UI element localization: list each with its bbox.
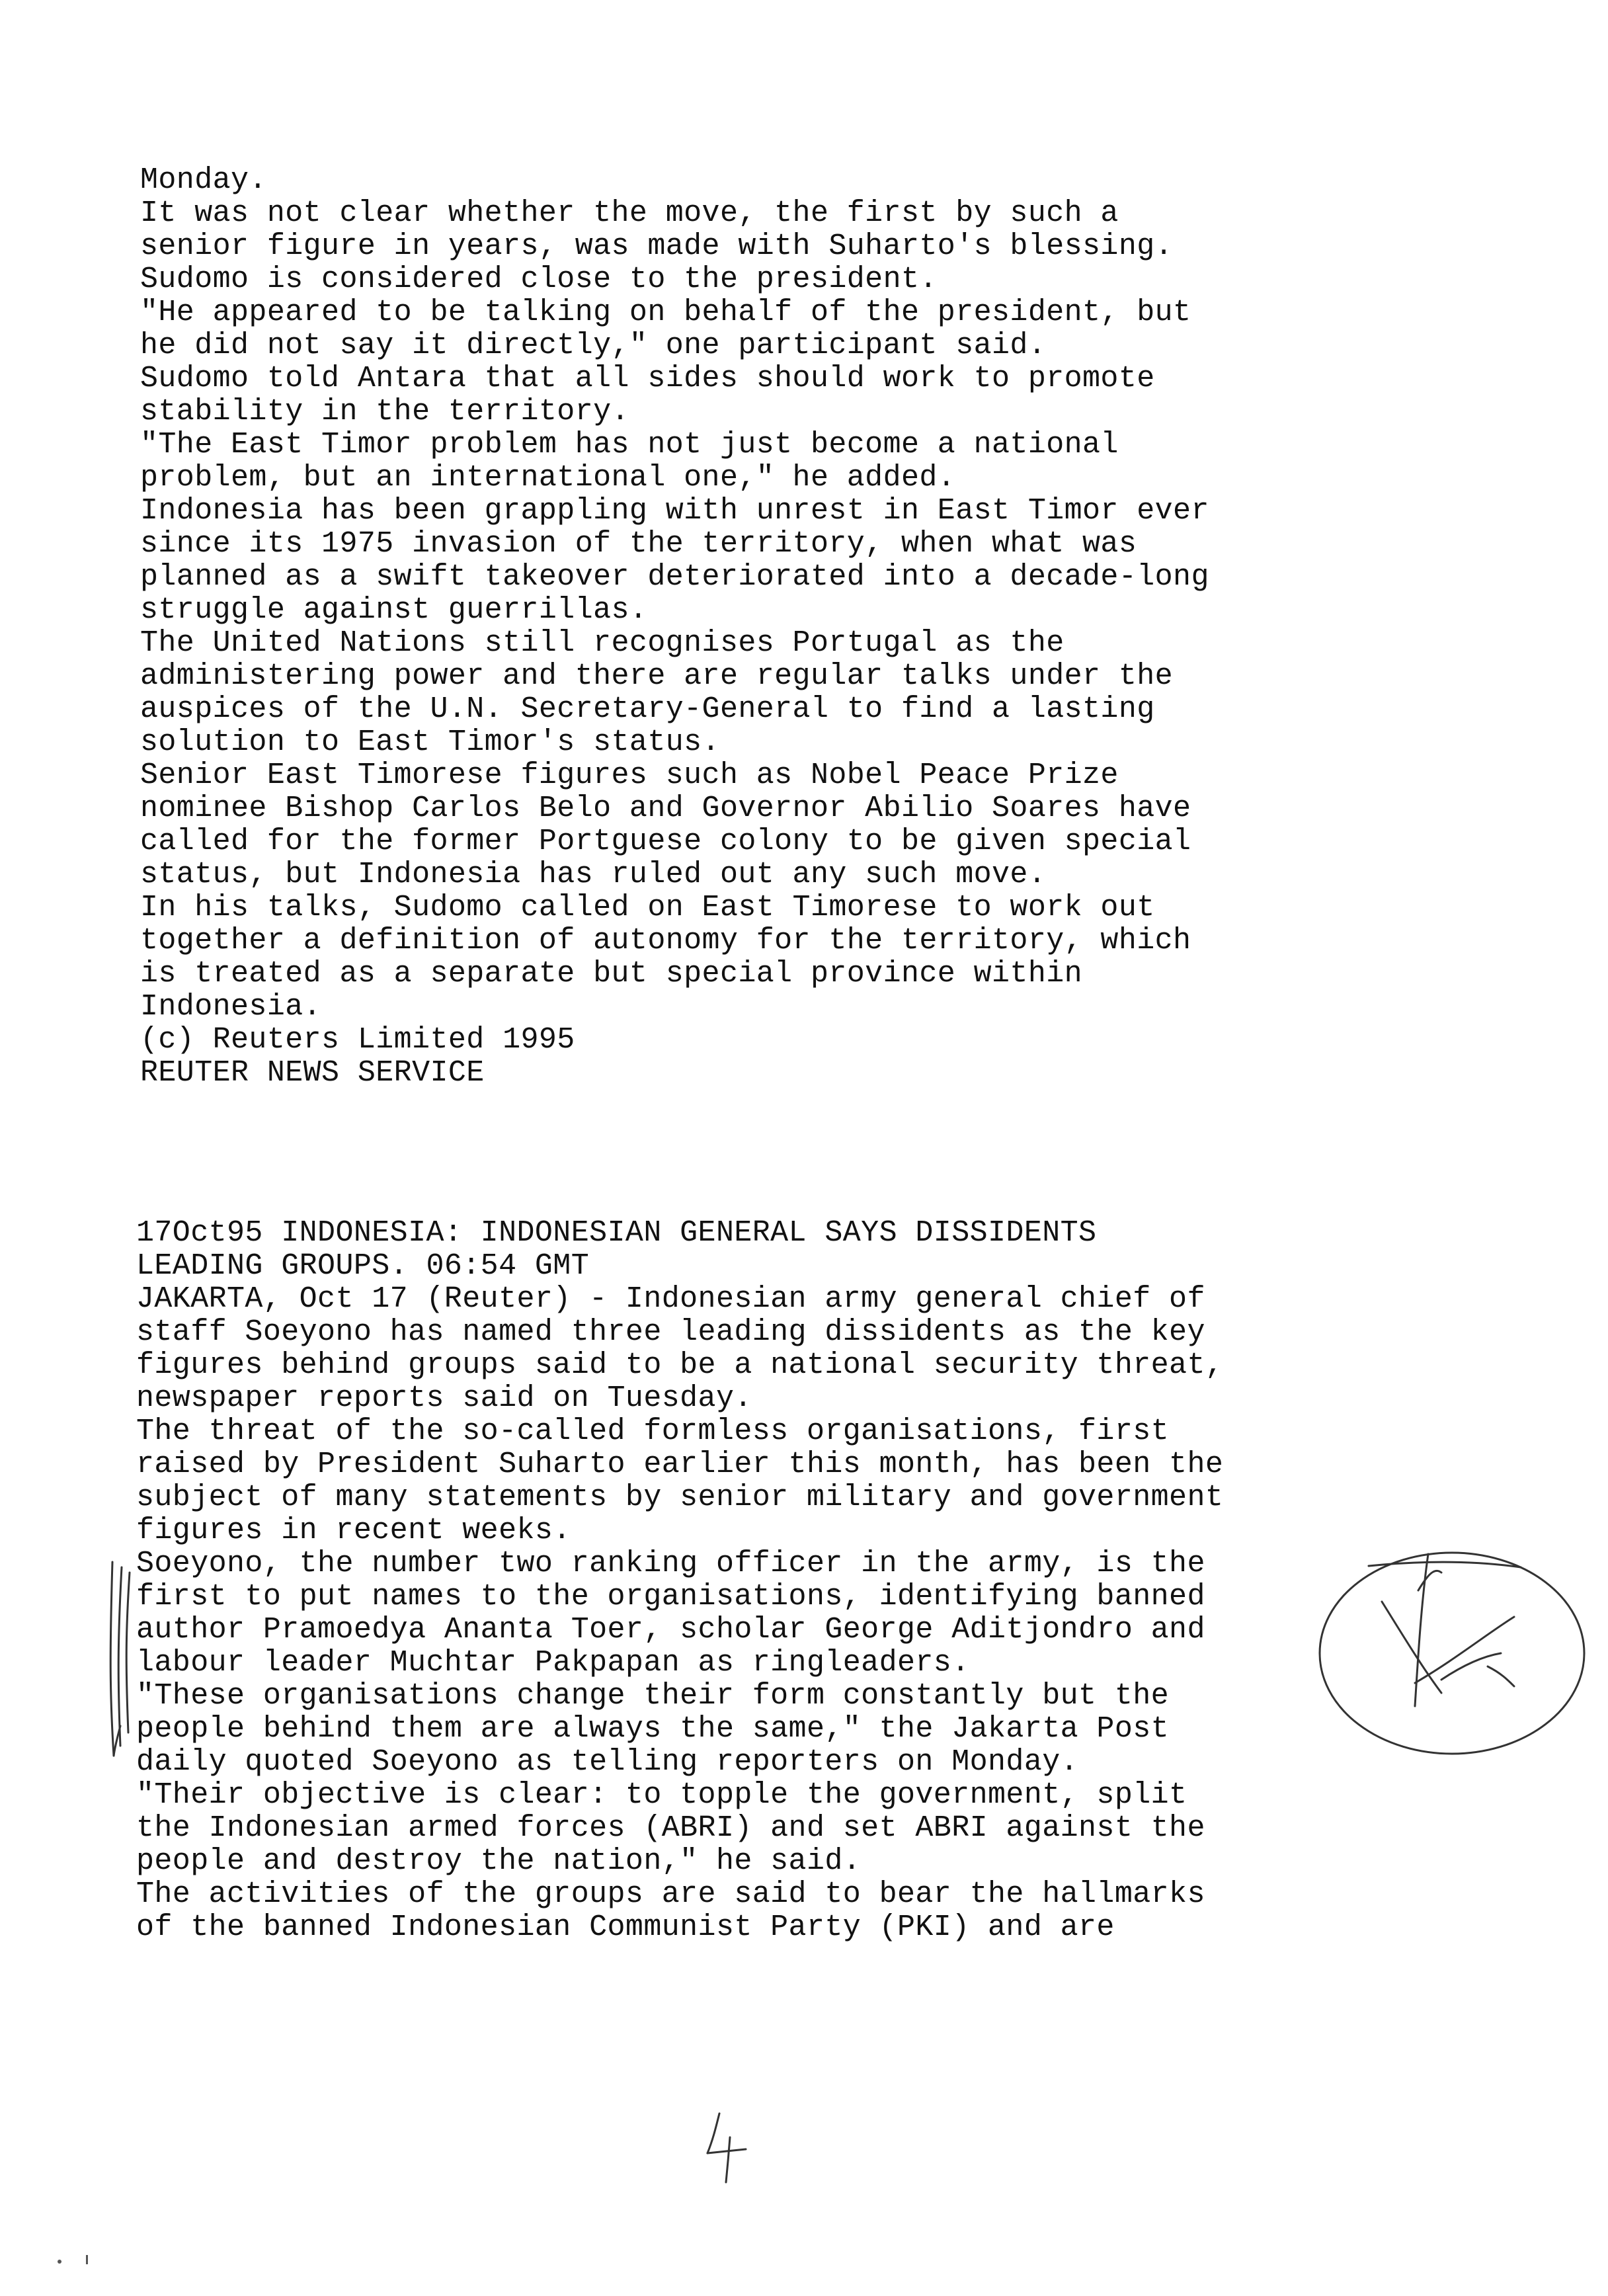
stray-marks [58, 2255, 88, 2264]
text-line: daily quoted Soeyono as telling reporters on Monday. [136, 1745, 1079, 1779]
text-line: "Their objective is clear: to topple the government, split [136, 1778, 1187, 1812]
text-line: Sudomo told Antara that all sides should work to promote [140, 362, 1155, 395]
text-line: Sudomo is considered close to the president. [140, 263, 938, 296]
text-line: newspaper reports said on Tuesday. [136, 1381, 752, 1415]
text-line: together a definition of autonomy for the territory, which [140, 924, 1191, 958]
text-line: auspices of the U.N. Secretary-General to find a lasting [140, 692, 1155, 726]
text-line: nominee Bishop Carlos Belo and Governor Abilio Soares have [140, 792, 1191, 825]
article-dissidents [136, 1217, 1340, 1944]
text-line: author Pramoedya Ananta Toer, scholar George Aditjondro and [136, 1613, 1205, 1647]
text-line: It was not clear whether the move, the first by such a [140, 196, 1119, 230]
text-line: Indonesia. [140, 990, 322, 1024]
text-line: The activities of the groups are said to bear the hallmarks [136, 1877, 1205, 1911]
text-line: struggle against guerrillas. [140, 593, 648, 627]
text-line: figures in recent weeks. [136, 1514, 571, 1547]
text-line: The threat of the so-called formless organisations, first [136, 1414, 1170, 1448]
text-line: "These organisations change their form constantly but the [136, 1679, 1170, 1713]
circled-star-mark [1320, 1553, 1584, 1754]
text-line: (c) Reuters Limited 1995 [140, 1023, 575, 1057]
text-line: senior figure in years, was made with Suharto's blessing. [140, 229, 1174, 263]
text-line: he did not say it directly," one participant said. [140, 329, 1047, 362]
text-line: called for the former Portguese colony to be given special [140, 825, 1191, 858]
margin-lines-mark [110, 1562, 130, 1756]
text-line: is treated as a separate but special province within [140, 957, 1083, 991]
text-line: status, but Indonesia has ruled out any such move. [140, 858, 1047, 891]
text-line: LEADING GROUPS. 06:54 GMT [136, 1249, 590, 1283]
text-line: people behind them are always the same," the Jakarta Post [136, 1712, 1170, 1746]
text-line: first to put names to the organisations, identifying banned [136, 1580, 1205, 1614]
text-line: Senior East Timorese figures such as Nobel Peace Prize [140, 758, 1119, 792]
text-line: figures behind groups said to be a national security threat, [136, 1348, 1224, 1382]
text-line: "The East Timor problem has not just become a national [140, 428, 1119, 462]
text-line: stability in the territory. [140, 395, 629, 429]
page-number-mark [707, 2113, 746, 2182]
text-line: since its 1975 invasion of the territory, when what was [140, 527, 1137, 561]
text-line: Soeyono, the number two ranking officer in the army, is the [136, 1547, 1205, 1580]
text-line: The United Nations still recognises Portugal as the [140, 626, 1065, 660]
text-line: labour leader Muchtar Pakpapan as ringleaders. [136, 1646, 970, 1680]
text-line: of the banned Indonesian Communist Party (PKI) and are [136, 1910, 1115, 1944]
text-line: Indonesia has been grappling with unrest in East Timor ever [140, 494, 1209, 528]
text-line: JAKARTA, Oct 17 (Reuter) - Indonesian army general chief of [136, 1282, 1205, 1316]
text-line: "He appeared to be talking on behalf of the president, but [140, 296, 1191, 329]
text-line: subject of many statements by senior military and government [136, 1481, 1224, 1514]
text-line: Monday. [140, 163, 267, 197]
text-line: raised by President Suharto earlier this month, has been the [136, 1448, 1224, 1481]
text-line: staff Soeyono has named three leading dissidents as the key [136, 1315, 1205, 1349]
text-line: REUTER NEWS SERVICE [140, 1056, 485, 1090]
text-line: In his talks, Sudomo called on East Timorese to work out [140, 891, 1155, 924]
text-line: 17Oct95 INDONESIA: INDONESIAN GENERAL SAYS DISSIDENTS [136, 1216, 1097, 1250]
text-line: planned as a swift takeover deteriorated into a decade-long [140, 560, 1209, 594]
text-line: the Indonesian armed forces (ABRI) and set ABRI against the [136, 1811, 1205, 1845]
text-line: solution to East Timor's status. [140, 725, 720, 759]
text-line: people and destroy the nation," he said. [136, 1844, 862, 1878]
text-line: problem, but an international one," he added. [140, 461, 956, 495]
article-continuation [140, 164, 1344, 1090]
text-line: administering power and there are regular talks under the [140, 659, 1174, 693]
